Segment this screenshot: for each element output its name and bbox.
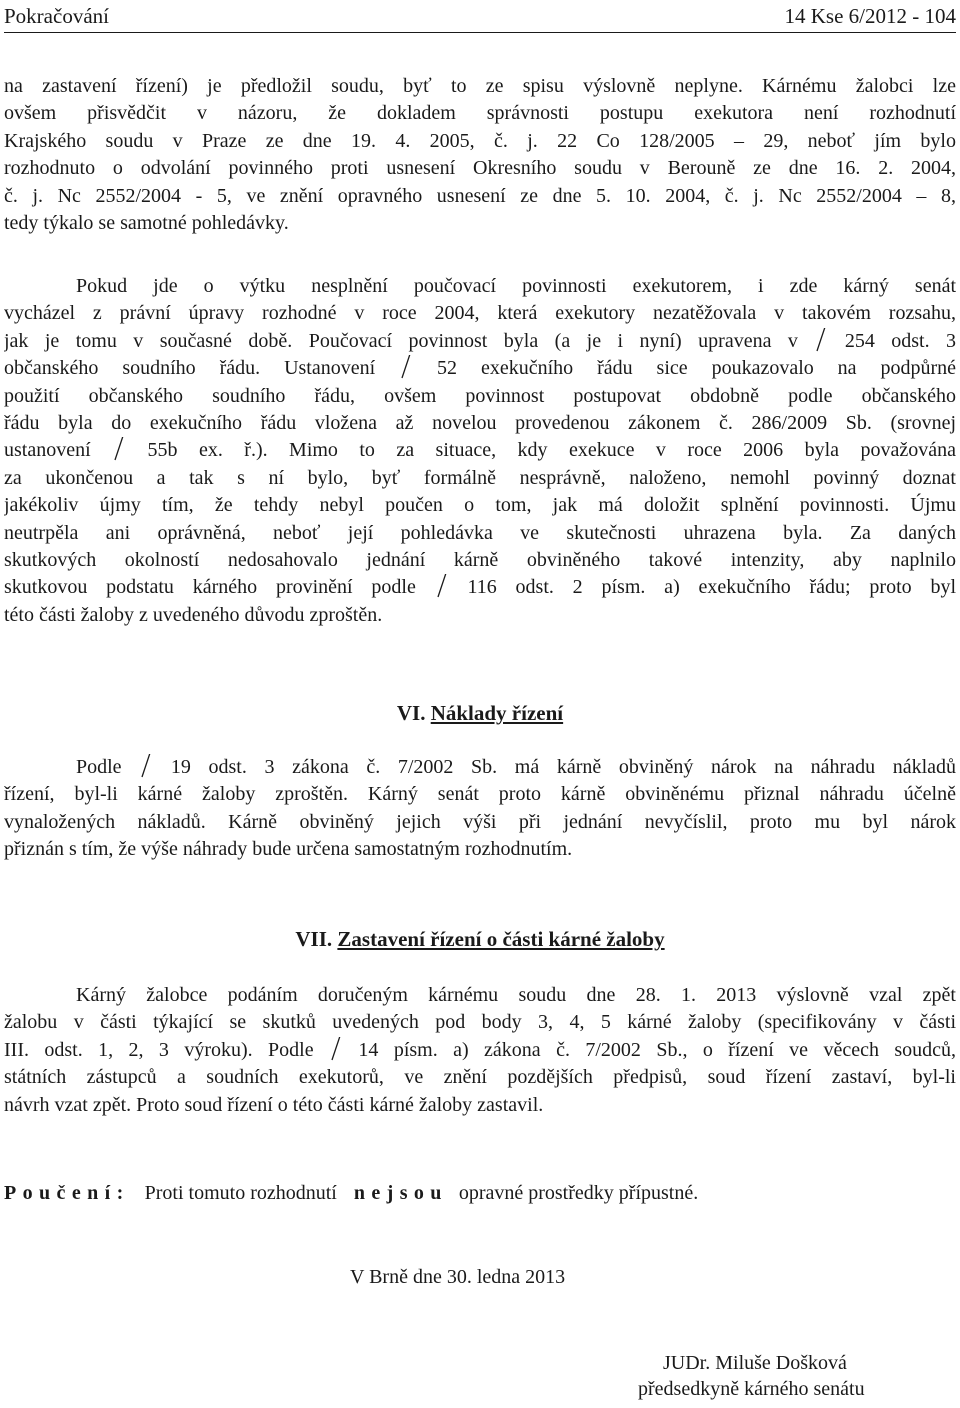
text-line <box>4 328 956 355</box>
text-line <box>4 1037 956 1064</box>
paragraph-sign-icon <box>814 330 828 350</box>
text-segment: 55b ex. ř.). Mimo to za situace, kdy exekuce v roce 2006 byla považována <box>147 439 956 462</box>
text-line: tedy týkalo se samotné pohledávky. <box>4 211 289 234</box>
text-line: návrh vzat zpět. Proto soud řízení o této části kárné žaloby zastavil. <box>4 1093 544 1116</box>
section-number: VI. <box>396 701 426 725</box>
text-line: Krajského soudu v Praze ze dne 19. 4. 2005, č. j. 22 Co 128/2005 – 29, neboť jím bylo <box>4 129 956 152</box>
instruction-line <box>4 1180 698 1207</box>
text-line: vycházel z právní úpravy rozhodné v roce 2004, která exekutory nezatěžovala v takovém rozsahu, <box>4 302 956 325</box>
header-continuation: Pokračování <box>4 4 109 28</box>
text-line: použití občanského soudního řádu, ovšem povinnost postupovat obdobně podle občanského <box>4 384 956 407</box>
text-line: řádu byla do exekučního řádu vložena až novelou provedenou zákonem č. 286/2009 Sb. (srovnej <box>4 411 956 434</box>
text-segment: ustanovení <box>4 439 91 462</box>
text-segment: 14 písm. a) zákona č. 7/2002 Sb., o řízení ve věcech soudců, <box>358 1038 956 1061</box>
paragraph-2 <box>4 273 956 629</box>
text-line: skutkových okolností nedosahovalo jednání kárně obviněného takové intenzity, aby naplnilo <box>4 548 956 571</box>
paragraph-sign-icon <box>399 357 413 377</box>
paragraph-sign-icon <box>139 756 153 776</box>
section-title: Náklady řízení <box>430 701 564 725</box>
header-case-number: 14 Kse 6/2012 - 104 <box>784 4 956 28</box>
text-segment: 52 exekučního řádu sice poukazovalo na podpůrné <box>437 357 956 380</box>
section-heading-vii <box>0 925 960 953</box>
text-segment: občanského soudního řádu. Ustanovení <box>4 357 376 380</box>
text-segment: skutkovou podstatu kárného provinění podle <box>4 576 416 599</box>
paragraph-3 <box>4 754 956 864</box>
text-line: této části žaloby z uvedeného důvodu zproštěn. <box>4 603 383 626</box>
text-line <box>4 574 956 601</box>
text-line: žalobu v části týkající se skutků uvedených pod body 3, 4, 5 kárné žaloby (specifikovány v části <box>4 1011 956 1034</box>
page-header <box>4 2 956 33</box>
text-line <box>4 754 956 781</box>
date-line: V Brně dne 30. ledna 2013 <box>350 1266 566 1288</box>
section-heading-vi <box>0 699 960 727</box>
text-line: za ukončenou a tak s ní bylo, byť formálně nesprávně, naloženo, nemohl povinný doznat <box>4 466 956 489</box>
signature-role: předsedkyně kárného senátu <box>638 1378 865 1400</box>
section-title: Zastavení řízení o části kárné žaloby <box>337 927 665 951</box>
text-line: č. j. Nc 2552/2004 - 5, ve znění opravného usnesení ze dne 5. 10. 2004, č. j. Nc 2552/2004 – 8, <box>4 184 956 207</box>
paragraph-sign-icon <box>435 576 449 596</box>
section-number: VII. <box>295 927 333 951</box>
signature-name: JUDr. Miluše Došková <box>663 1352 847 1374</box>
text-segment: III. odst. 1, 2, 3 výroku). Podle <box>4 1038 314 1061</box>
text-line: státních zástupců a soudních exekutorů, ve znění pozdějších předpisů, soud řízení zastaví, byl-li <box>4 1066 956 1089</box>
text-line: přiznán s tím, že výše náhrady bude určena samostatným rozhodnutím. <box>4 838 573 861</box>
text-segment: 254 odst. 3 <box>844 329 956 352</box>
text-line: neutrpěla ani oprávněná, neboť její pohledávka ve skutečnosti uhrazena byla. Za daných <box>4 521 956 544</box>
instruction-label: Poučení: <box>4 1182 130 1204</box>
text-segment: 116 odst. 2 písm. a) exekučního řádu; proto byl <box>467 576 956 599</box>
text-line: rozhodnuto o odvolání povinného proti usnesení Okresního soudu v Berouně ze dne 16. 2. 2004, <box>4 157 956 180</box>
text-line: vynaložených nákladů. Kárně obviněný jejich výši při jednání nevyčíslil, proto mu byl nárok <box>4 810 956 833</box>
text-segment: Podle <box>76 756 122 778</box>
paragraph-sign-icon <box>329 1039 343 1059</box>
text-line <box>4 437 956 464</box>
paragraph-sign-icon <box>112 439 126 459</box>
text-line: Kárný žalobce podáním doručeným kárnému soudu dne 28. 1. 2013 výslovně vzal zpět <box>76 984 956 1006</box>
text-line <box>4 355 956 382</box>
instruction-text: Proti tomuto rozhodnutí <box>144 1182 337 1204</box>
text-segment: 19 odst. 3 zákona č. 7/2002 Sb. má kárně obviněný nárok na náhradu nákladů <box>170 756 956 778</box>
text-line: na zastavení řízení) je předložil soudu, byť to ze spisu výslovně neplyne. Kárnému žalobci lze <box>4 75 956 97</box>
instruction-text: opravné prostředky přípustné. <box>458 1182 699 1204</box>
text-line: řízení, byl-li kárné žaloby zproštěn. Kárný senát proto kárně obviněnému přiznal náhradu účelně <box>4 783 956 806</box>
text-line: Pokud jde o výtku nesplnění poučovací povinnosti exekutorem, i zde kárný senát <box>76 275 956 297</box>
text-segment: jak je tomu v současné době. Poučovací povinnost byla (a je i nyní) upravena v <box>4 329 798 352</box>
paragraph-4 <box>4 982 956 1119</box>
text-line: jakékoliv újmy tím, že tehdy nebyl poučen o tom, jak má doložit splnění povinnosti. Újmu <box>4 494 956 517</box>
paragraph-1 <box>4 73 956 237</box>
instruction-emphasis: nejsou <box>353 1182 448 1204</box>
text-line: ovšem přisvědčit v názoru, že dokladem správnosti postupu exekutora není rozhodnutí <box>4 102 956 125</box>
